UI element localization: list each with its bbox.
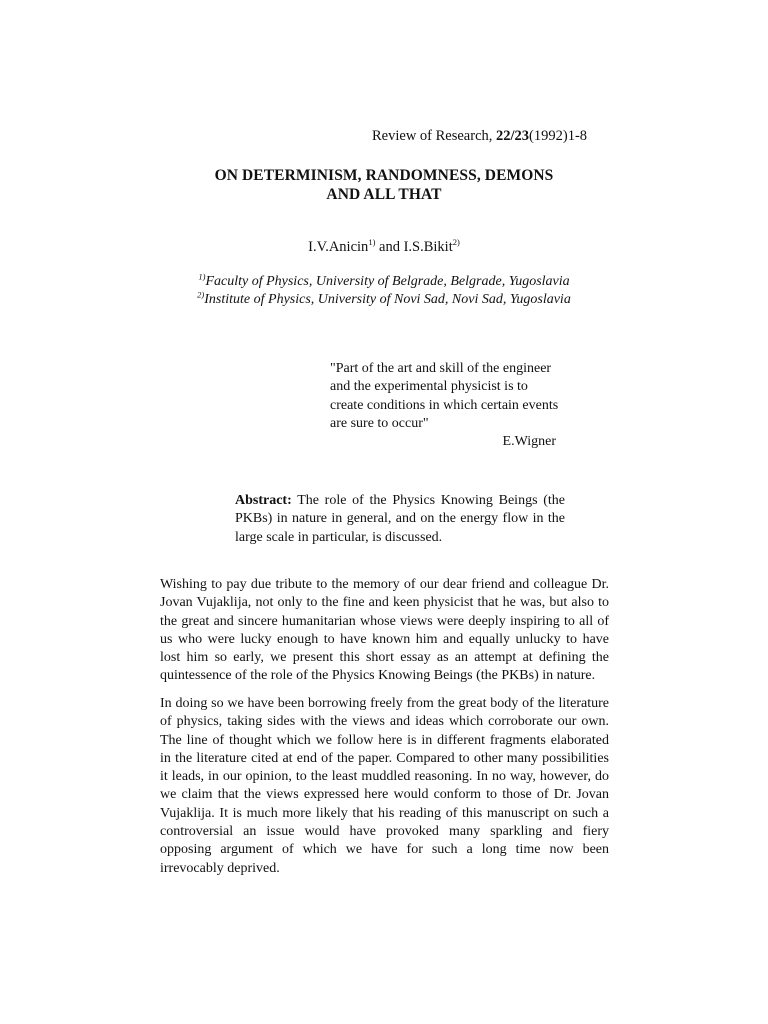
epigraph-author: E.Wigner (502, 434, 556, 450)
author-1: I.V.Anicin (308, 239, 369, 255)
title-line-1: ON DETERMINISM, RANDOMNESS, DEMONS (214, 167, 554, 184)
title-line-2: AND ALL THAT (326, 186, 442, 203)
abstract (235, 492, 565, 547)
paragraph-line: the great and sincere humanitarian whose views were deeply inspiring to all of (160, 613, 609, 629)
paragraph-line: Wishing to pay due tribute to the memory of our dear friend and colleague Dr. (160, 577, 609, 592)
authors (0, 239, 768, 256)
epigraph-line: "Part of the art and skill of the engineer (330, 361, 552, 376)
affiliation-2 (0, 291, 768, 309)
journal-citation (372, 128, 587, 145)
journal-name: Review of Research, (372, 128, 497, 144)
paragraph-line: it leads, in our opinion, to the least muddled reasoning. In no way, however, do (160, 769, 609, 785)
affiliation-2-marker: 2) (197, 289, 205, 300)
paragraph-line: opposing argument of which we have for such a long time now been (160, 842, 609, 858)
author-conjunction: and (375, 239, 404, 255)
paragraph-line: quintessence of the role of the Physics Knowing Beings (the PKBs) in nature. (160, 668, 596, 684)
paragraph-line: in the literature cited at end of the paper. Compared to other many possibilities (160, 750, 609, 766)
paragraph-line: In doing so we have been borrowing freely from the great body of the literature (160, 696, 609, 711)
epigraph-line: are sure to occur" (330, 415, 429, 431)
paragraph-line: controversial an issue would have provoked many sparkling and fiery (160, 824, 609, 840)
affiliations (0, 273, 768, 309)
journal-volume: 22/23 (496, 128, 530, 144)
paragraph-line: Vujaklija. It is much more likely that his reading of this manuscript on such a (160, 805, 609, 821)
paragraph-line: Jovan Vujaklija, not only to the fine and keen physicist that he was, but also to (160, 595, 609, 611)
paragraph-line: we claim that the views expressed here would conform to those of Dr. Jovan (160, 787, 609, 803)
epigraph-line: create conditions in which certain events (330, 397, 559, 413)
journal-year-pages: (1992)1-8 (529, 128, 588, 144)
author-2: I.S.Bikit (403, 239, 453, 255)
paragraph-line: The line of thought which we follow here is in different fragments elaborated (160, 732, 609, 748)
author-1-marker: 1) (368, 237, 376, 248)
epigraph-line: and the experimental physicist is to (330, 379, 528, 395)
body-paragraph-1 (160, 576, 609, 686)
abstract-label: Abstract: (235, 493, 292, 508)
paper-title (0, 166, 768, 204)
affiliation-2-text: Institute of Physics, University of Novi Sad, Novi Sad, Yugoslavia (204, 292, 571, 307)
paragraph-line: us who were lucky enough to have known him and equally unlucky to have (160, 631, 609, 647)
paragraph-line: of physics, taking sides with the views and ideas which corroborate our own. (160, 714, 609, 730)
paragraph-line: lost him so early, we present this short essay as an attempt at defining the (160, 650, 609, 666)
abstract-text: The role of the Physics Knowing Beings (the PKBs) in nature in general, and on the energy flow in the large scale in particular, is discussed. (235, 493, 565, 545)
epigraph (330, 360, 570, 451)
paragraph-line: irrevocably deprived. (160, 860, 280, 876)
affiliation-1 (0, 273, 768, 291)
affiliation-1-marker: 1) (198, 271, 206, 282)
affiliation-1-text: Faculty of Physics, University of Belgrade, Belgrade, Yugoslavia (205, 274, 570, 289)
author-2-marker: 2) (452, 237, 460, 248)
body-paragraph-2 (160, 695, 609, 878)
